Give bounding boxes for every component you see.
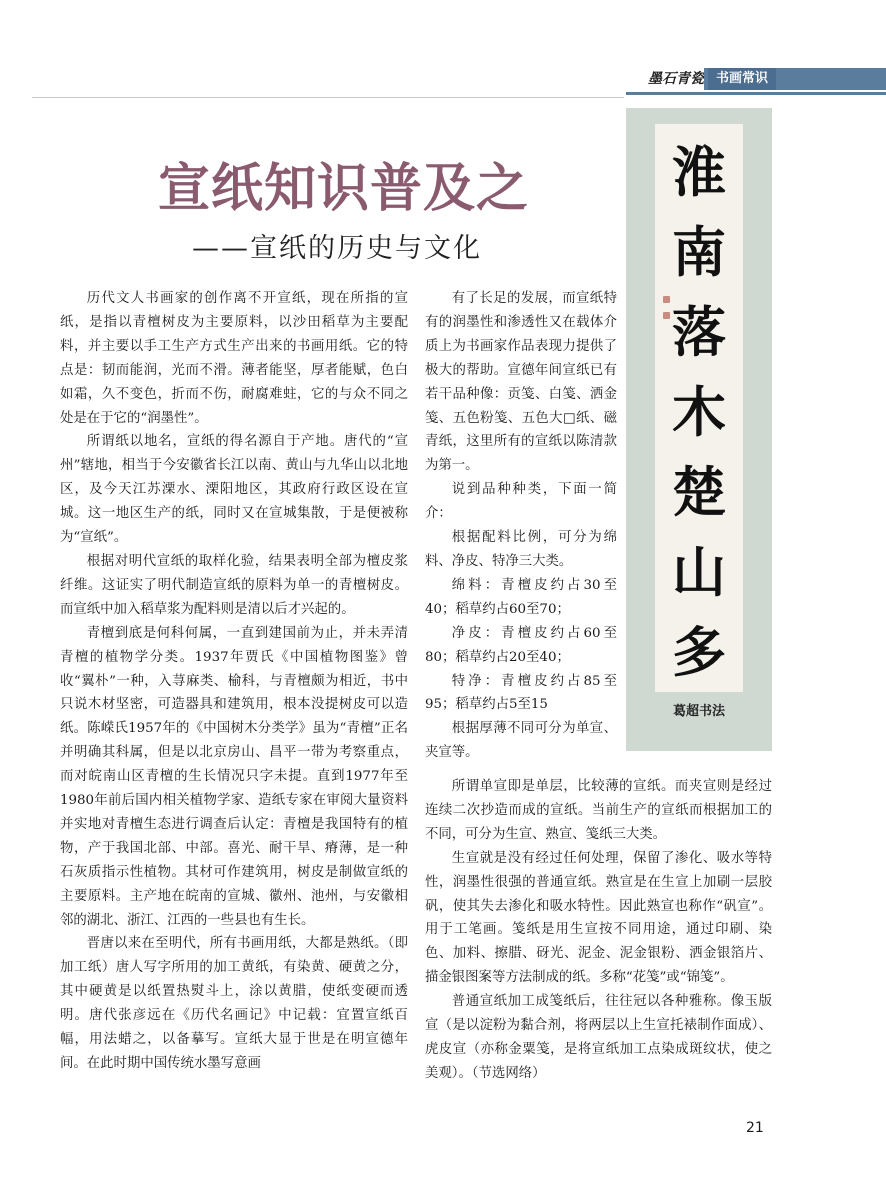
- calligraphy-char: 南: [672, 219, 726, 284]
- paragraph: 晋唐以来在至明代，所有书画用纸，大都是熟纸。（即加工纸）唐人写字所用的加工黄纸，有染黄、硬黄之分，其中硬黄是以纸置热熨斗上，涂以黄腊，使纸变硬而透明。唐代张彦远在《历代名画记》中记载：宜置宣纸百幅，用法蜡之，以备摹写。宣纸大显于世是在明宣德年间。在此时期中国传统水墨写意画: [60, 936, 408, 1071]
- paragraph: 生宣就是没有经过任何处理，保留了渗化、吸水等特性，润墨性很强的普通宣纸。熟宣是在生宣上加刷一层胶矾，使其失去渗化和吸水特性。因此熟宣也称作“矾宣”。用于工笔画。笺纸是用生宣按不同用途，通过印刷、染色、加料、擦腊、砑光、泥金、泥金银粉、洒金银箔片、描金银图案等方法制成的纸。多称“花笺”或“锦笺”。: [425, 850, 772, 986]
- paragraph: 绵料：青檀皮约占30至40；稻草约占60至70；: [425, 577, 617, 617]
- paragraph: 根据对明代宣纸的取样化验，结果表明全部为檀皮浆纤维。这证实了明代制造宣纸的原料为单一的青檀树皮。而宣纸中加入稻草浆为配料则是清以后才兴起的。: [60, 553, 408, 617]
- calligraphy-char: 楚: [672, 459, 726, 524]
- artwork-caption: 葛超书法: [672, 704, 725, 719]
- article-column-2: [425, 287, 617, 765]
- calligraphy-char: 山: [672, 539, 726, 604]
- section-label: 书画常识: [708, 68, 776, 90]
- paragraph: 根据厚薄不同可分为单宣、夹宣等。: [425, 721, 617, 761]
- calligraphy-char: 木: [672, 379, 726, 444]
- paragraph: 有了长足的发展，而宣纸特有的润墨性和渗透性又在载体介质上为书画家作品表现力提供了极大的帮助。宣德年间宣纸已有若干品种像：贡笺、白笺、洒金笺、五色粉笺、五色大□纸、磁青纸，这里所有的宣纸以陈清款为第一。: [425, 291, 617, 474]
- paragraph: 说到品种种类，下面一简介：: [425, 482, 617, 522]
- paragraph: 历代文人书画家的创作离不开宣纸，现在所指的宣纸，是指以青檀树皮为主要原料，以沙田稻草为主要配料，并主要以手工生产方式生产出来的书画用纸。它的特点是：韧而能润，光而不滑。薄者能坚，厚者能赋，色白如霜，久不变色，折而不伤，耐腐难蛀，它的与众不同之处是在于它的“润墨性”。: [60, 291, 408, 426]
- article-column-3: [425, 775, 772, 1086]
- magazine-name: 墨石青瓷: [648, 71, 704, 87]
- article-subtitle: ——宣纸的历史与文化: [192, 233, 482, 264]
- calligraphy-char: 落: [672, 299, 726, 364]
- paragraph: 所谓纸以地名，宣纸的得名源自于产地。唐代的“宣州”辖地，相当于今安徽省长江以南、黄山与九华山以北地区，及今天江苏溧水、溧阳地区，其政府行政区设在宣城。这一地区生产的纸，同时又在宣城集散，于是便被称为“宣纸”。: [60, 434, 408, 546]
- paragraph: 普通宣纸加工成笺纸后，往往冠以各种雅称。像玉版宣（是以淀粉为黏合剂，将两层以上生宣托裱制作面成）、虎皮宣（亦称金粟笺，是将宣纸加工点染成斑纹状，使之美观）。（节选网络）: [425, 994, 772, 1081]
- article-title: 宣纸知识普及之: [158, 159, 530, 219]
- calligraphy-char: 多: [672, 619, 726, 684]
- paragraph: 特净：青檀皮约占85至95；稻草约占5至15: [425, 673, 617, 713]
- header-accent-bar: [626, 92, 886, 95]
- paragraph: 青檀到底是何科何属，一直到建国前为止，并未弄清青檀的植物学分类。1937年贾氏《中国植物图鉴》曾收“翼朴”一种，入荨麻类、榆科，与青檀颇为相近，书中只说木材坚密，可造器具和建筑用，根本没提树皮可以造纸。陈嵘氏1957年的《中国树木分类学》虽为“青檀”正名并明确其科属，但是以北京房山、昌平一带为考察重点，而对皖南山区青檀的生长情况只字未提。直到1977年至1980年前后国内相关植物学家、造纸专家在审阅大量资料并实地对青檀生态进行调查后认定：青檀是我国特有的植物，产于我国北部、中部。喜光、耐干旱、瘠薄，是一种石灰质指示性植物。其材可作建筑用，树皮是制做宣纸的主要原料。主产地在皖南的宣城、徽州、池州，与安徽相邻的湖北、浙江、江西的一些县也有生长。: [60, 625, 408, 928]
- paragraph: 根据配料比例，可分为绵料、净皮、特净三大类。: [425, 530, 617, 569]
- page-number: 21: [746, 1120, 764, 1136]
- paragraph: 所谓单宣即是单层，比较薄的宣纸。而夹宣则是经过连续二次抄造而成的宣纸。当前生产的宣纸而根据加工的不同，可分为生宣、熟宣、笺纸三大类。: [425, 779, 772, 842]
- calligraphy-artwork: [655, 128, 743, 688]
- header-rule: [32, 97, 624, 98]
- seal-stamp-icon: [663, 296, 670, 303]
- article-column-1: [60, 287, 408, 1076]
- paragraph: 净皮：青檀皮约占60至80；稻草约占20至40；: [425, 625, 617, 665]
- calligraphy-char: 淮: [672, 139, 726, 204]
- seal-stamp-icon: [663, 312, 670, 319]
